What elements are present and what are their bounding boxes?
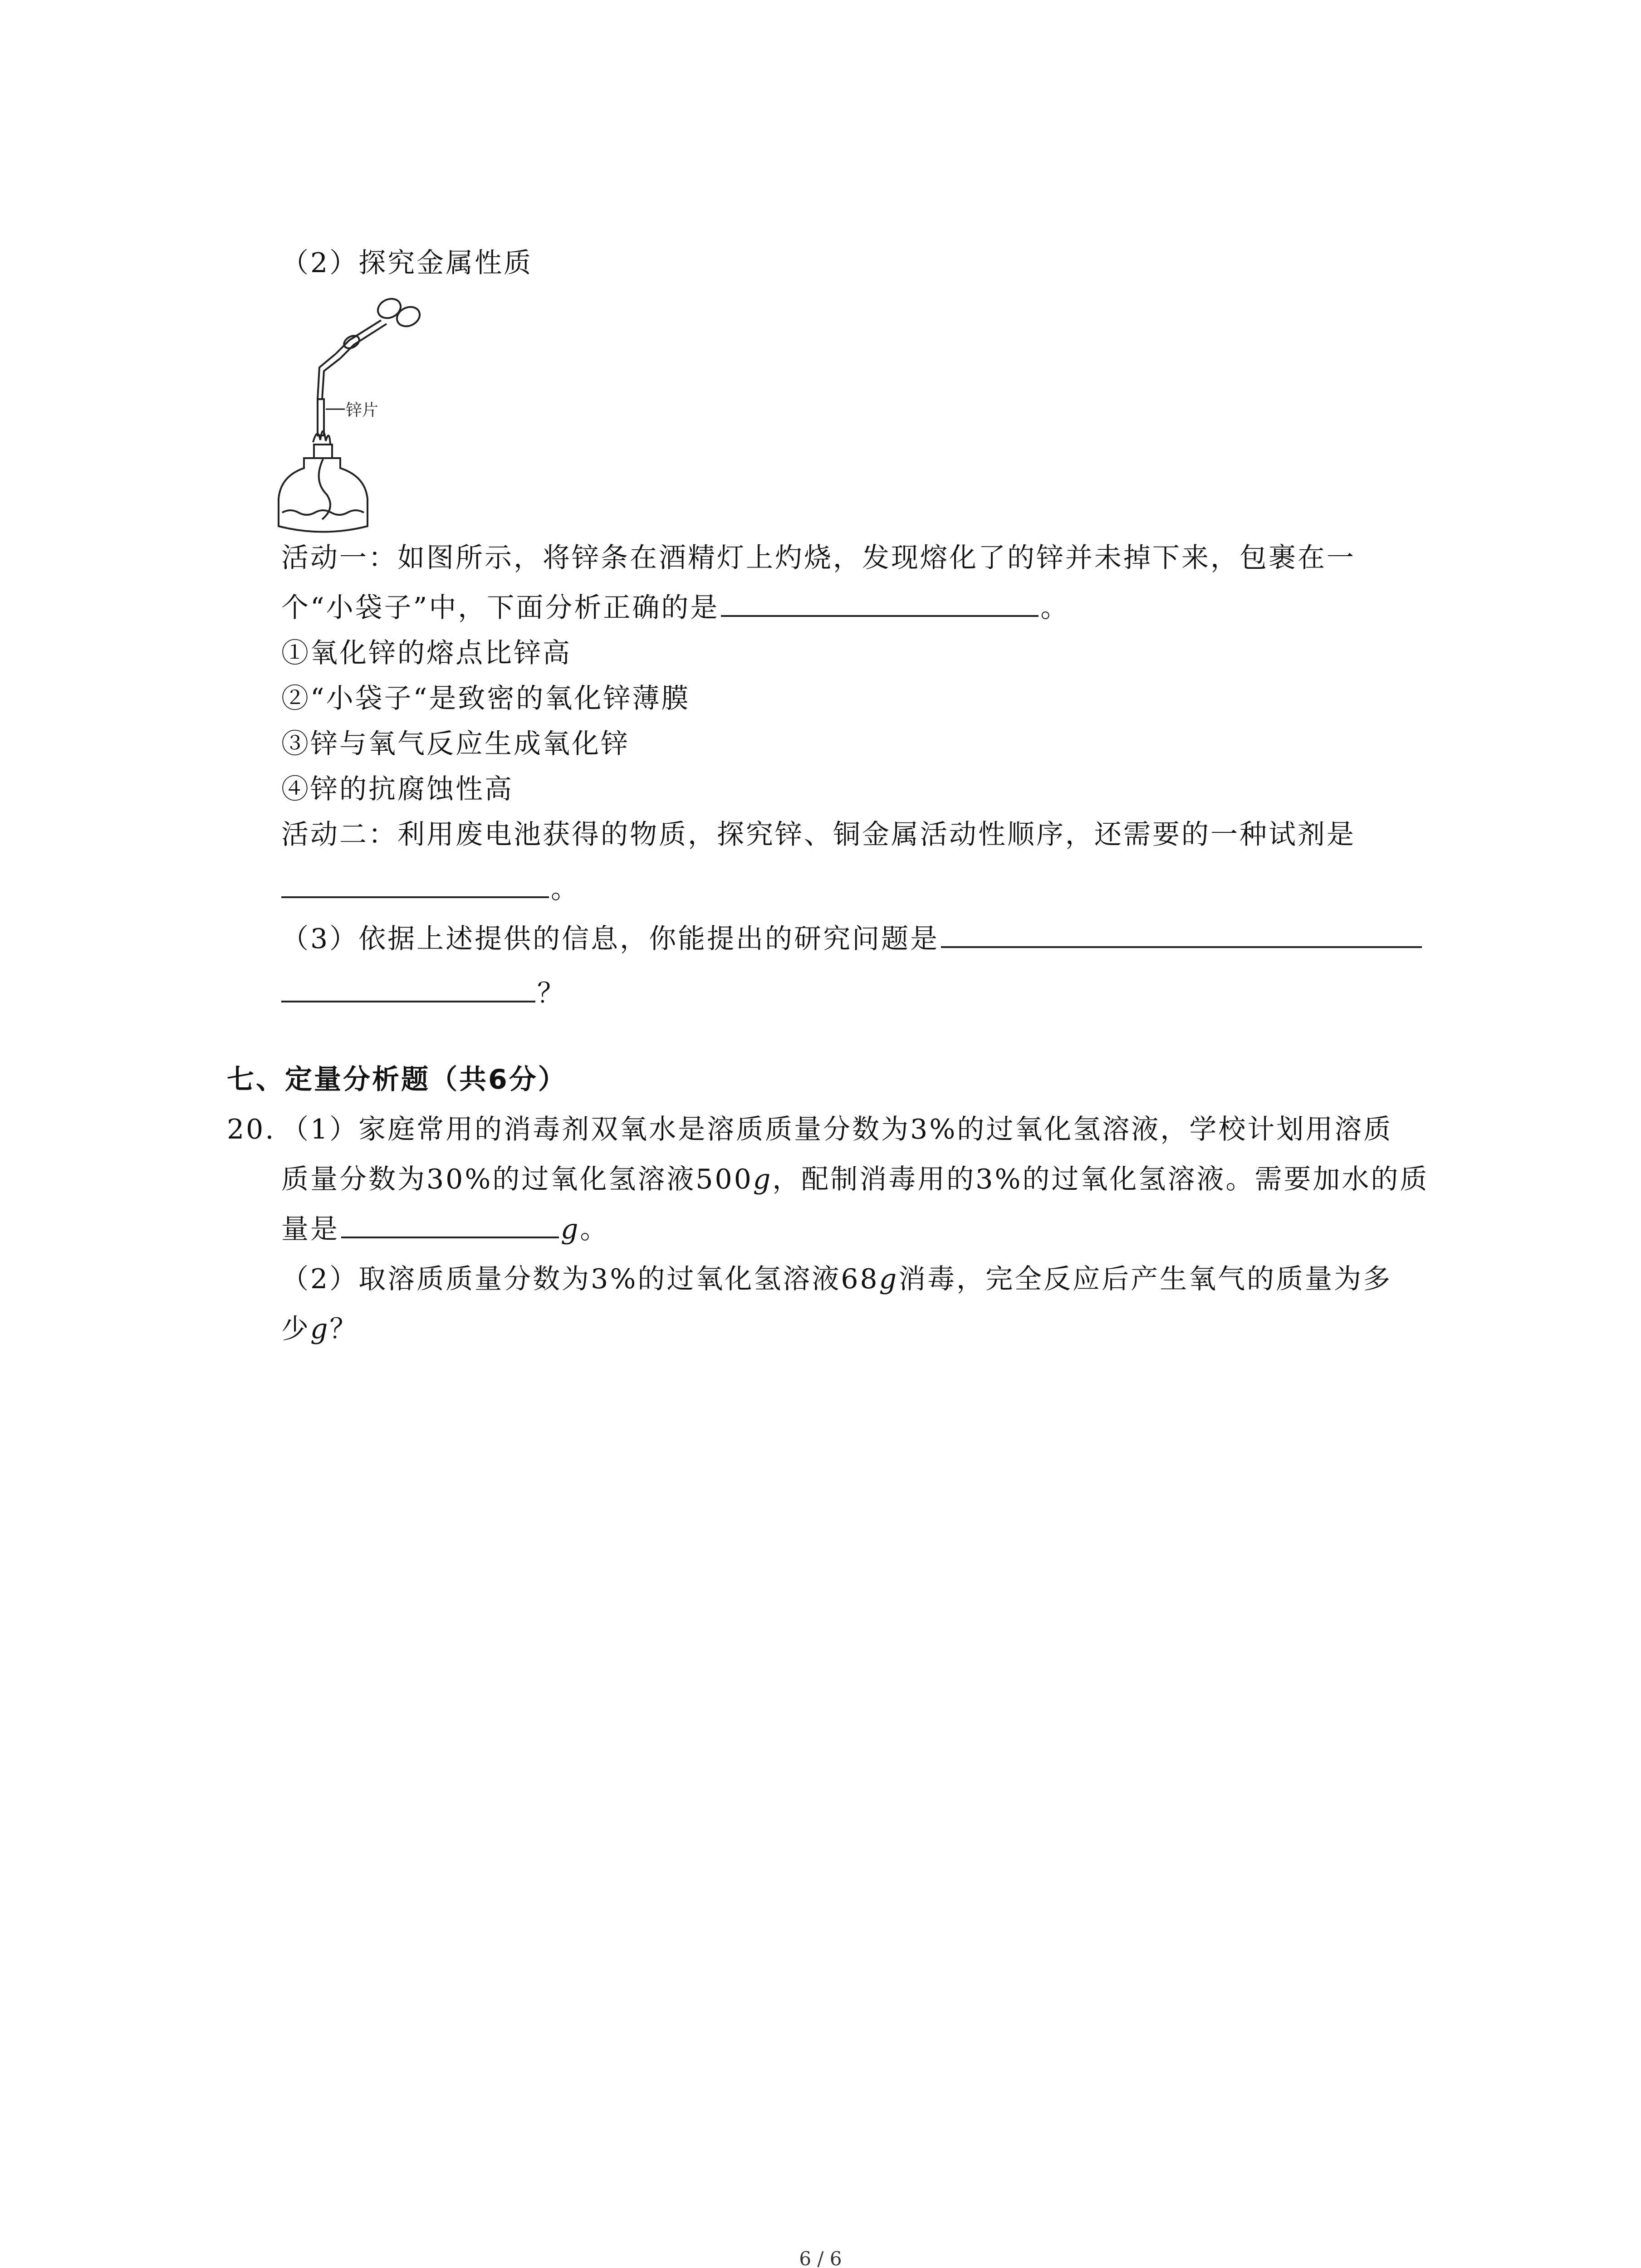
q20-line3-text: 量是 (281, 1213, 339, 1245)
option-4: ④锌的抗腐蚀性高 (281, 773, 514, 805)
activity2-line2 (281, 871, 580, 907)
activity1-period: 。 (1040, 592, 1070, 624)
q20-line3-period: 。 (580, 1213, 609, 1245)
q20-part2-line1 (281, 1261, 1392, 1297)
part2-title: （2）探究金属性质 (281, 247, 533, 279)
part3-line1 (281, 921, 1424, 957)
q20-line1: （1）家庭常用的消毒剂双氧水是溶质质量分数为3%的过氧化氢溶液，学校计划用溶质 (281, 1114, 1393, 1145)
activity1-line2 (281, 590, 1069, 626)
answer-blank-part3-a[interactable] (941, 921, 1422, 948)
part3-line2 (281, 975, 566, 1012)
q20-unit-g-1: g (753, 1163, 773, 1195)
q20-unit-g-2: g (561, 1213, 580, 1245)
option-3: ③锌与氧气反应生成氧化锌 (281, 728, 630, 760)
zinc-strip-label: 锌片 (346, 401, 379, 420)
lamp-tongs-illustration (272, 290, 422, 544)
activity1-line1: 活动一：如图所示，将锌条在酒精灯上灼烧，发现熔化了的锌并未掉下来，包裹在一 (281, 542, 1356, 574)
q20-line2-text-a: 质量分数为30%的过氧化氢溶液500 (281, 1163, 753, 1195)
option-2: ②“小袋子“是致密的氧化锌薄膜 (281, 683, 691, 714)
q20-line3 (281, 1211, 609, 1247)
q20-unit-g-3: g (879, 1263, 899, 1295)
activity1-question-text: 个“小袋子”中，下面分析正确的是 (281, 592, 720, 624)
answer-blank-activity1[interactable] (721, 590, 1038, 617)
q20-part2-question-mark: ？ (329, 1313, 359, 1345)
q20-part2-line2 (281, 1311, 358, 1347)
q20-unit-g-4: g (310, 1313, 330, 1345)
part3-question-mark: ？ (537, 978, 566, 1009)
q20-part2-text-c: 少 (281, 1313, 310, 1345)
page-number: 6 / 6 (799, 2248, 842, 2268)
q20-part2-text-b: 消毒，完全反应后产生氧气的质量为多 (898, 1263, 1392, 1295)
q20-number: 20. (227, 1114, 276, 1145)
part3-question-text: （3）依据上述提供的信息，你能提出的研究问题是 (281, 923, 940, 955)
q20-line2 (281, 1161, 1429, 1198)
section7-heading: 七、定量分析题（共6分） (227, 1064, 567, 1095)
activity2-line1: 活动二：利用废电池获得的物质，探究锌、铜金属活动性顺序，还需要的一种试剂是 (281, 819, 1356, 850)
q20-line2-text-b: ，配制消毒用的3%的过氧化氢溶液。需要加水的质 (772, 1163, 1429, 1195)
option-1: ①氧化锌的熔点比锌高 (281, 637, 572, 669)
alcohol-lamp-zinc-figure (272, 290, 422, 544)
answer-blank-part3-b[interactable] (281, 975, 535, 1002)
activity2-period: 。 (551, 873, 580, 905)
answer-blank-q20-water-mass[interactable] (341, 1211, 559, 1238)
q20-part2-text-a: （2）取溶质质量分数为3%的过氧化氢溶液68 (281, 1263, 879, 1295)
answer-blank-activity2[interactable] (281, 871, 549, 898)
